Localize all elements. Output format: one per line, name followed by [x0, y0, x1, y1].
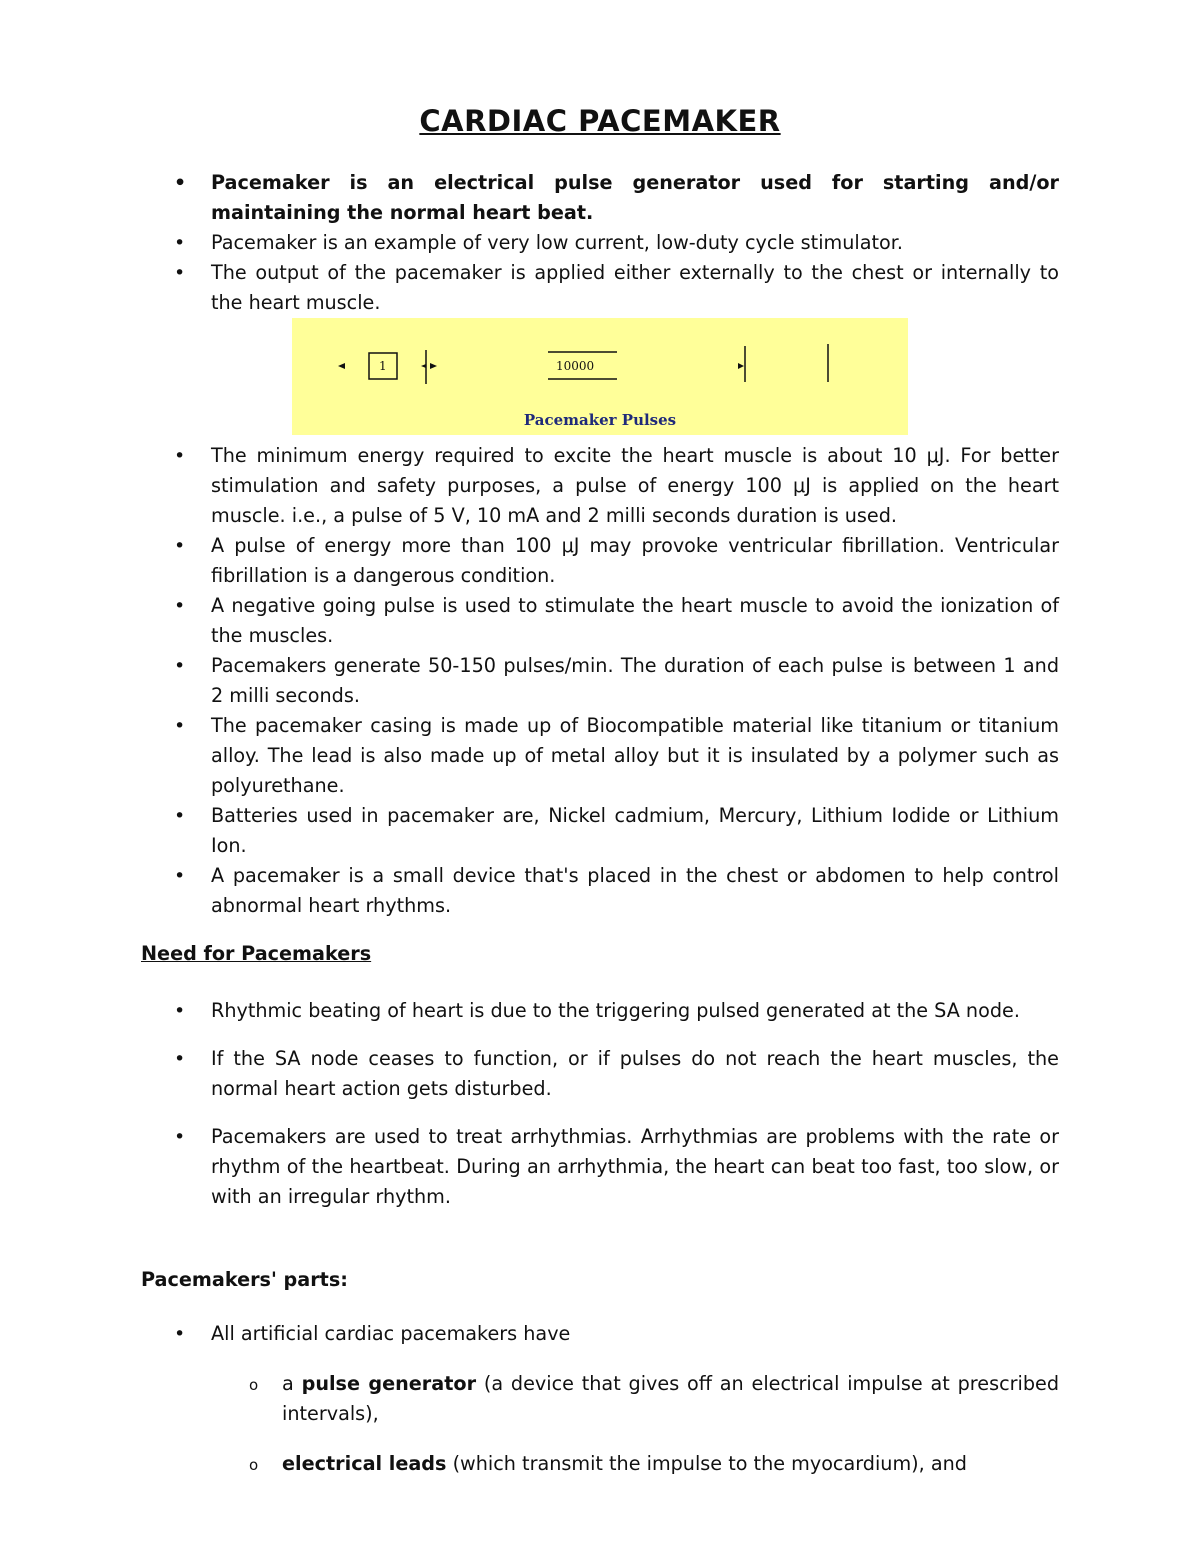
arrow-right-icon: [738, 363, 744, 369]
arrow-left-icon: [430, 363, 437, 369]
list-item: • Rhythmic beating of heart is due to the triggering pulsed generated at the SA node.: [0, 996, 1059, 1026]
parts-heading: Pacemakers' parts:: [141, 1268, 348, 1291]
list-item: • If the SA node ceases to function, or if pulses do not reach the heart muscles, the normal heart action gets disturbed.: [0, 1044, 1059, 1104]
pacemaker-pulses-figure: [292, 318, 908, 435]
list-item: • Pacemakers are used to treat arrhythmias. Arrhythmias are problems with the rate or rhythm of the heartbeat. During an arrhythmia, the heart can beat too fast, too slow, or with an irregular rhythm.: [0, 1122, 1059, 1212]
facts-bullet-list: [0, 441, 1200, 921]
part-name: electrical leads: [282, 1452, 447, 1475]
page-title: CARDIAC PACEMAKER: [419, 104, 781, 138]
arrow-right-icon: [421, 364, 426, 368]
list-item: • Pacemakers generate 50-150 pulses/min. The duration of each pulse is between 1 and 2 milli seconds.: [0, 651, 1059, 711]
part-prefix: a: [282, 1372, 302, 1395]
list-item: • The output of the pacemaker is applied either externally to the chest or internally to the heart muscle.: [0, 258, 1059, 318]
list-item: • Batteries used in pacemaker are, Nickel cadmium, Mercury, Lithium Iodide or Lithium Ion.: [0, 801, 1059, 861]
parts-sub-list: [0, 1369, 1200, 1479]
need-bullet-list: [0, 996, 1200, 1212]
list-item: • A pacemaker is a small device that's placed in the chest or abdomen to help control abnormal heart rhythms.: [0, 861, 1059, 921]
need-heading: Need for Pacemakers: [141, 942, 372, 965]
parts-bullet-list: [0, 1319, 1200, 1349]
list-item: • Pacemaker is an example of very low current, low-duty cycle stimulator.: [0, 228, 1059, 258]
part-name: pulse generator: [301, 1372, 477, 1395]
list-item: • Pacemaker is an electrical pulse generator used for starting and/or maintaining the normal heart beat.: [0, 168, 1059, 228]
list-item: • The pacemaker casing is made up of Biocompatible material like titanium or titanium alloy. The lead is also made up of metal alloy but it is insulated by a polymer such as polyurethane.: [0, 711, 1059, 801]
list-item: • All artificial cardiac pacemakers have: [0, 1319, 1059, 1349]
period-label: 10000: [556, 359, 595, 373]
arrow-left-icon: [338, 363, 345, 369]
intro-bullet-list: [0, 168, 1200, 318]
sub-list-item: [0, 1369, 1059, 1429]
list-item: • The minimum energy required to excite the heart muscle is about 10 μJ. For better stimulation and safety purposes, a pulse of energy 100 μJ is applied on the heart muscle. i.e., a pulse of 5 V, 10 mA and 2 milli seconds duration is used.: [0, 441, 1059, 531]
part-description: (which transmit the impulse to the myocardium), and: [446, 1452, 967, 1475]
sub-list-item: [0, 1449, 1059, 1479]
figure-caption: Pacemaker Pulses: [523, 411, 677, 429]
pulse-width-label: 1: [379, 359, 387, 373]
list-item: • A negative going pulse is used to stimulate the heart muscle to avoid the ionization of the muscles.: [0, 591, 1059, 651]
list-item: • A pulse of energy more than 100 μJ may provoke ventricular fibrillation. Ventricular fibrillation is a dangerous condition.: [0, 531, 1059, 591]
part-description: (a device that gives off an electrical impulse at prescribed intervals),: [282, 1372, 1060, 1425]
